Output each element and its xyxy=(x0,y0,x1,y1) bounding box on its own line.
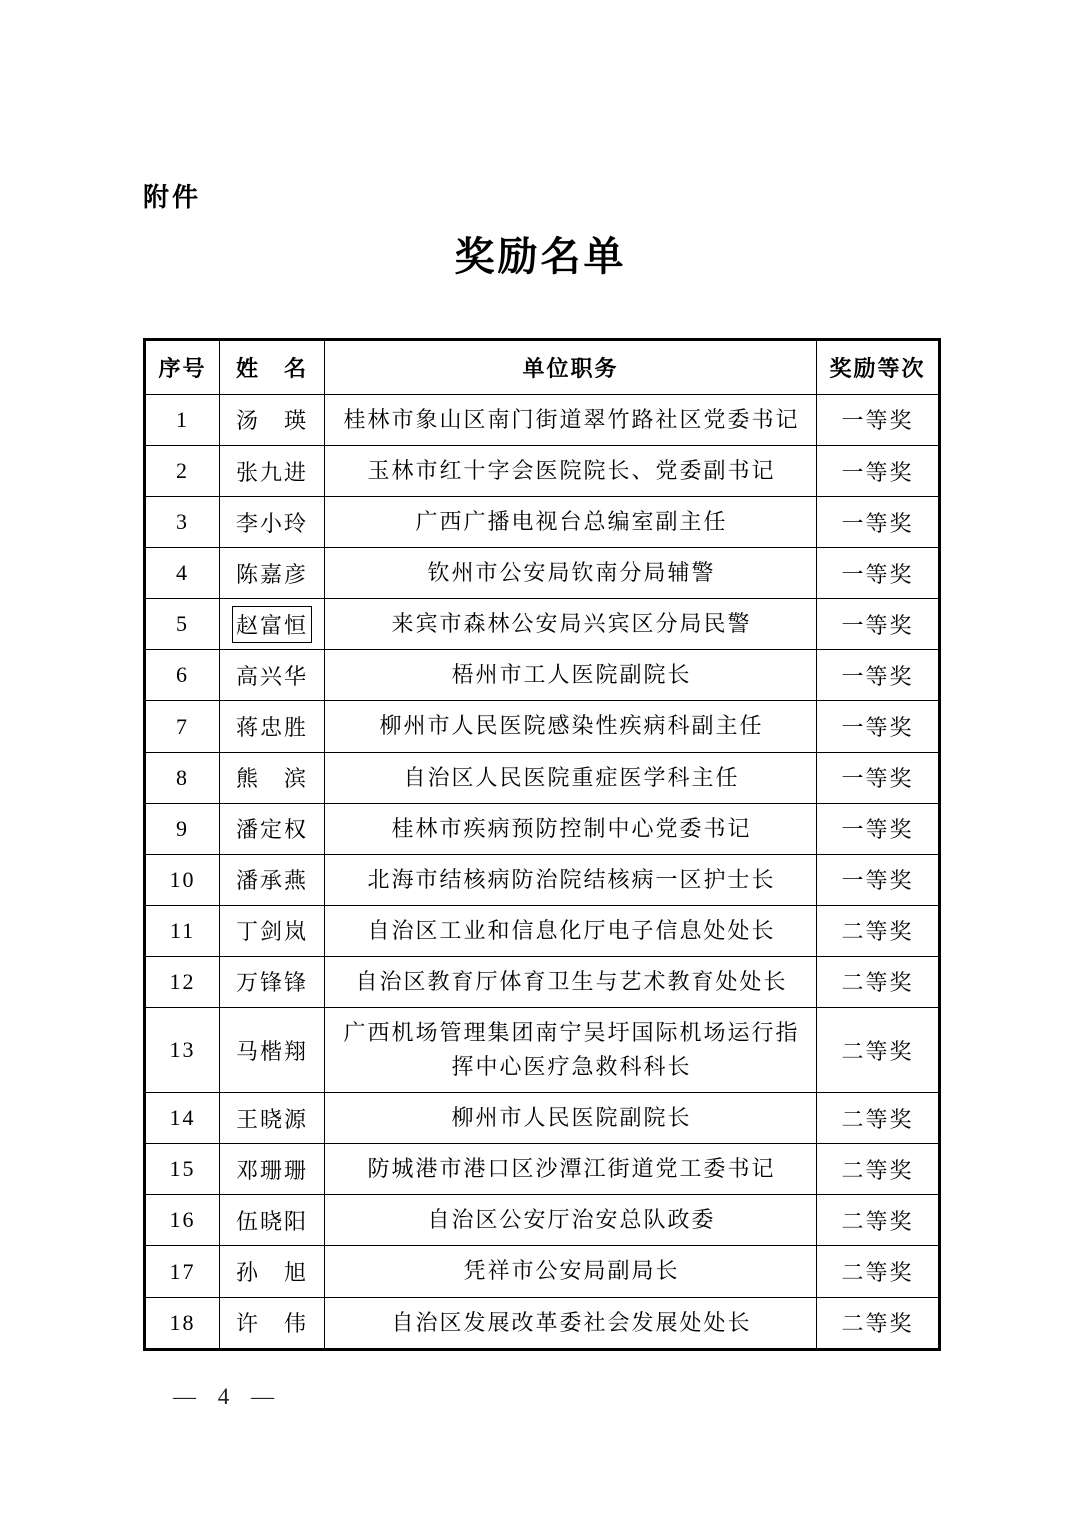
cell-award-level: 一等奖 xyxy=(817,394,940,445)
cell-serial-number: 6 xyxy=(145,650,220,701)
table-row xyxy=(145,803,940,854)
person-name: 潘承燕 xyxy=(235,868,308,894)
cell-serial-number: 7 xyxy=(145,701,220,752)
cell-name xyxy=(220,1246,325,1297)
person-name: 陈嘉彦 xyxy=(235,561,308,587)
table-row xyxy=(145,854,940,905)
cell-name xyxy=(220,445,325,496)
cell-award-level: 一等奖 xyxy=(817,701,940,752)
cell-serial-number: 15 xyxy=(145,1144,220,1195)
cell-name xyxy=(220,905,325,956)
cell-serial-number: 16 xyxy=(145,1195,220,1246)
cell-serial-number: 10 xyxy=(145,854,220,905)
cell-position: 梧州市工人医院副院长 xyxy=(325,650,817,701)
cell-serial-number: 2 xyxy=(145,445,220,496)
cell-position: 北海市结核病防治院结核病一区护士长 xyxy=(325,854,817,905)
header-row xyxy=(145,339,940,394)
table-row xyxy=(145,445,940,496)
cell-award-level: 二等奖 xyxy=(817,1093,940,1144)
cell-serial-number: 1 xyxy=(145,394,220,445)
header-cell-position: 单位职务 xyxy=(325,339,817,394)
person-name: 许 伟 xyxy=(235,1311,308,1337)
cell-name xyxy=(220,803,325,854)
person-name: 潘定权 xyxy=(235,817,308,843)
cell-position: 自治区人民医院重症医学科主任 xyxy=(325,752,817,803)
cell-position: 防城港市港口区沙潭江街道党工委书记 xyxy=(325,1144,817,1195)
cell-award-level: 二等奖 xyxy=(817,905,940,956)
cell-serial-number: 8 xyxy=(145,752,220,803)
award-table-header xyxy=(145,339,940,394)
cell-serial-number: 17 xyxy=(145,1246,220,1297)
cell-name xyxy=(220,752,325,803)
cell-name xyxy=(220,599,325,650)
person-name: 丁剑岚 xyxy=(235,919,308,945)
person-name: 王晓源 xyxy=(235,1106,308,1132)
cell-position: 钦州市公安局钦南分局辅警 xyxy=(325,548,817,599)
cell-name xyxy=(220,1195,325,1246)
cell-award-level: 一等奖 xyxy=(817,599,940,650)
table-row xyxy=(145,701,940,752)
cell-name xyxy=(220,394,325,445)
cell-award-level: 一等奖 xyxy=(817,497,940,548)
cell-position: 自治区公安厅治安总队政委 xyxy=(325,1195,817,1246)
page-number: — 4 — xyxy=(173,1383,282,1409)
cell-serial-number: 11 xyxy=(145,905,220,956)
cell-name xyxy=(220,497,325,548)
cell-position: 玉林市红十字会医院院长、党委副书记 xyxy=(325,445,817,496)
cell-award-level: 二等奖 xyxy=(817,956,940,1007)
cell-award-level: 二等奖 xyxy=(817,1008,940,1093)
cell-award-level: 一等奖 xyxy=(817,445,940,496)
cell-name xyxy=(220,548,325,599)
person-name: 熊 滨 xyxy=(235,766,308,792)
table-row xyxy=(145,1008,940,1093)
cell-position: 桂林市象山区南门街道翠竹路社区党委书记 xyxy=(325,394,817,445)
cell-position: 广西广播电视台总编室副主任 xyxy=(325,497,817,548)
table-row xyxy=(145,1195,940,1246)
cell-position: 自治区教育厅体育卫生与艺术教育处处长 xyxy=(325,956,817,1007)
cell-serial-number: 14 xyxy=(145,1093,220,1144)
cell-award-level: 二等奖 xyxy=(817,1195,940,1246)
cell-serial-number: 3 xyxy=(145,497,220,548)
attachment-label: 附件 xyxy=(143,182,202,212)
cell-name xyxy=(220,956,325,1007)
cell-name xyxy=(220,701,325,752)
award-table-body xyxy=(145,394,940,1349)
person-name: 邓珊珊 xyxy=(235,1157,308,1183)
person-name: 李小玲 xyxy=(235,510,308,536)
table-row xyxy=(145,1246,940,1297)
table-row xyxy=(145,394,940,445)
person-name: 马楷翔 xyxy=(235,1038,308,1064)
cell-name xyxy=(220,1297,325,1349)
cell-position: 来宾市森林公安局兴宾区分局民警 xyxy=(325,599,817,650)
person-name: 蒋忠胜 xyxy=(235,715,308,740)
table-row xyxy=(145,497,940,548)
cell-serial-number: 13 xyxy=(145,1008,220,1093)
cell-position: 柳州市人民医院副院长 xyxy=(325,1093,817,1144)
cell-position: 自治区发展改革委社会发展处处长 xyxy=(325,1297,817,1349)
person-name: 高兴华 xyxy=(235,663,308,689)
cell-name xyxy=(220,650,325,701)
cell-serial-number: 18 xyxy=(145,1297,220,1349)
table-row xyxy=(145,956,940,1007)
table-row xyxy=(145,752,940,803)
cell-position: 广西机场管理集团南宁吴圩国际机场运行指挥中心医疗急救科科长 xyxy=(325,1008,817,1093)
cell-position: 桂林市疾病预防控制中心党委书记 xyxy=(325,803,817,854)
person-name: 万锋锋 xyxy=(235,970,308,996)
cell-award-level: 二等奖 xyxy=(817,1144,940,1195)
person-name: 孙 旭 xyxy=(235,1260,308,1286)
page-title: 奖励名单 xyxy=(454,233,627,279)
person-name: 赵富恒 xyxy=(232,606,312,643)
cell-award-level: 一等奖 xyxy=(817,854,940,905)
cell-award-level: 一等奖 xyxy=(817,803,940,854)
table-row xyxy=(145,1297,940,1349)
header-cell-no: 序号 xyxy=(145,339,220,394)
cell-award-level: 二等奖 xyxy=(817,1246,940,1297)
cell-serial-number: 5 xyxy=(145,599,220,650)
header-cell-award: 奖励等次 xyxy=(817,339,940,394)
table-row xyxy=(145,1144,940,1195)
cell-position: 自治区工业和信息化厅电子信息处处长 xyxy=(325,905,817,956)
cell-name xyxy=(220,1093,325,1144)
cell-name xyxy=(220,1144,325,1195)
cell-name xyxy=(220,1008,325,1093)
cell-award-level: 一等奖 xyxy=(817,650,940,701)
cell-position: 凭祥市公安局副局长 xyxy=(325,1246,817,1297)
cell-serial-number: 9 xyxy=(145,803,220,854)
table-row xyxy=(145,1093,940,1144)
person-name: 张九进 xyxy=(235,459,308,485)
cell-serial-number: 4 xyxy=(145,548,220,599)
person-name: 伍晓阳 xyxy=(235,1208,308,1234)
table-row xyxy=(145,548,940,599)
table-row xyxy=(145,650,940,701)
cell-award-level: 一等奖 xyxy=(817,752,940,803)
person-name: 汤 瑛 xyxy=(235,408,308,434)
header-cell-name: 姓 名 xyxy=(220,339,325,394)
table-row xyxy=(145,905,940,956)
cell-award-level: 二等奖 xyxy=(817,1297,940,1349)
award-table xyxy=(143,338,941,1351)
cell-award-level: 一等奖 xyxy=(817,548,940,599)
cell-name xyxy=(220,854,325,905)
cell-serial-number: 12 xyxy=(145,956,220,1007)
table-row xyxy=(145,599,940,650)
cell-position: 柳州市人民医院感染性疾病科副主任 xyxy=(325,701,817,752)
